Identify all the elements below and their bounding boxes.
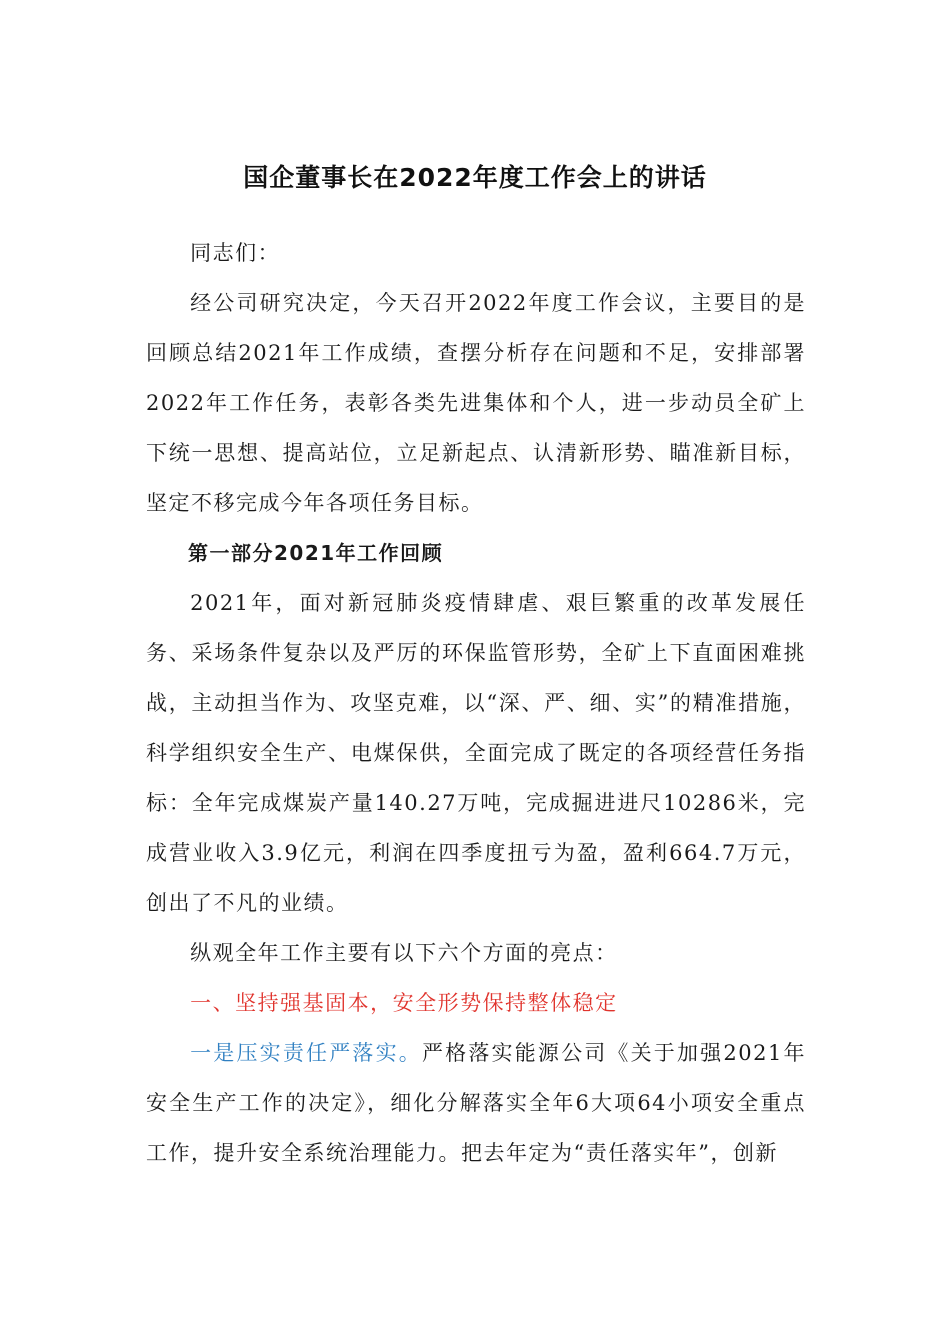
- intro-paragraph: 经公司研究决定，今天召开2022年度工作会议，主要目的是回顾总结2021年工作成绩，查摆分析存在问题和不足，安排部署2022年工作任务，表彰各类先进集体和个人，进一步动员全矿上下统一思想、提高站位，立足新起点、认清新形势、瞄准新目标，坚定不移完成今年各项任务目标。: [146, 291, 806, 515]
- document-body: [146, 228, 806, 1178]
- section1-heading: 一、坚持强基固本，安全形势保持整体稳定: [190, 991, 618, 1015]
- point1-lead: 一是压实责任严落实。: [190, 1041, 422, 1065]
- part1-heading: 第一部分2021年工作回顾: [188, 541, 444, 565]
- review-paragraph: 2021年，面对新冠肺炎疫情肆虐、艰巨繁重的改革发展任务、采场条件复杂以及严厉的环保监管形势，全矿上下直面困难挑战，主动担当作为、攻坚克难，以“深、严、细、实”的精准措施，科学组织安全生产、电煤保供，全面完成了既定的各项经营任务指标：全年完成煤炭产量140.27万吨，完成掘进进尺10286米，完成营业收入3.9亿元，利润在四季度扭亏为盈，盈利664.7万元，创出了不凡的业绩。: [146, 591, 806, 915]
- point1-paragraph: [146, 1028, 806, 1178]
- point1-text: 严格落实能源公司《关于加强2021年安全生产工作的决定》，细化分解落实全年6大项64小项安全重点工作，提升安全系统治理能力。把去年定为“责任落实年”，创新: [146, 1041, 806, 1165]
- salutation: 同志们：: [190, 241, 281, 265]
- document-title: 国企董事长在2022年度工作会上的讲话: [243, 163, 707, 192]
- highlights-intro: 纵观全年工作主要有以下六个方面的亮点：: [190, 941, 618, 965]
